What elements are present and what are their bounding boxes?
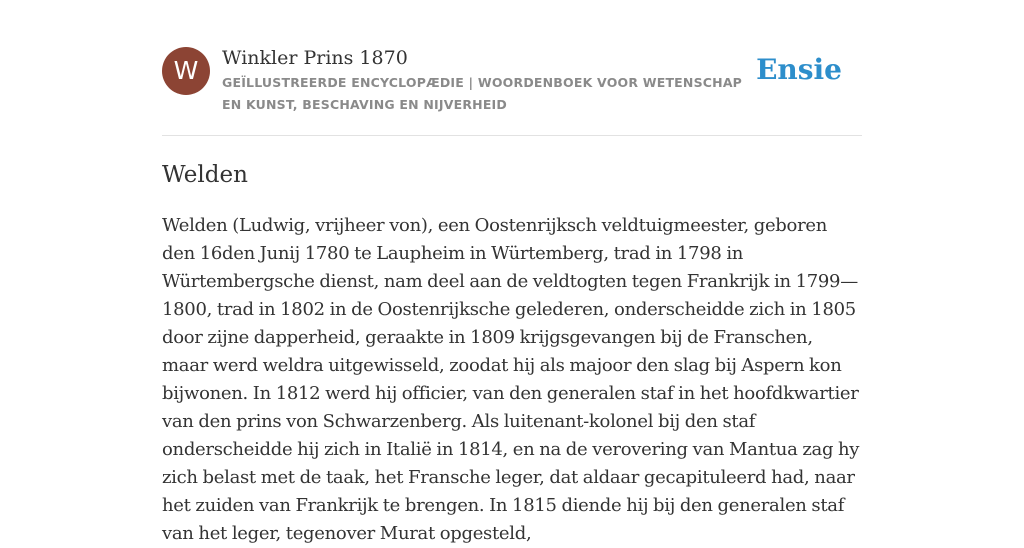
- source-header: [162, 46, 862, 116]
- ensie-logo[interactable]: Ensie: [756, 53, 842, 86]
- header-divider: [162, 135, 862, 136]
- entry-body: Welden (Ludwig, vrijheer von), een Oostenrijksch veldtuigmeester, geboren den 16den Junij 1780 te Laupheim in Würtemberg, trad in 1798 in Würtembergsche dienst, nam deel aan de veldtogten tegen Frankrijk in 1799—1800, trad in 1802 in de Oostenrijksche gelederen, onderscheidde zich in 1805 door zijne dapperheid, geraakte in 1809 krijgsgevangen bij de Franschen, maar werd weldra uitgewisseld, zoodat hij als majoor den slag bij Aspern kon bijwonen. In 1812 werd hij officier, van den generalen staf in het hoofdkwartier van den prins von Schwarzenberg. Als luitenant-kolonel bij den staf onderscheidde hij zich in Italië in 1814, en na de verovering van Mantua zag hy zich belast met de taak, het Fransche leger, dat aldaar gecapituleerd had, naar het zuiden van Frankrijk te brengen. In 1815 diende hij bij den generalen staf van het leger, tegenover Murat opgesteld,: [162, 215, 860, 544]
- source-title[interactable]: Winkler Prins 1870: [222, 47, 408, 69]
- source-subtitle: GEÏLLUSTREERDE ENCYCLOPÆDIE | WOORDENBOEK VOOR WETENSCHAP EN KUNST, BESCHAVING EN NIJVERHEID: [222, 75, 743, 112]
- source-avatar[interactable]: W: [162, 47, 210, 95]
- entry-title: Welden: [162, 162, 248, 188]
